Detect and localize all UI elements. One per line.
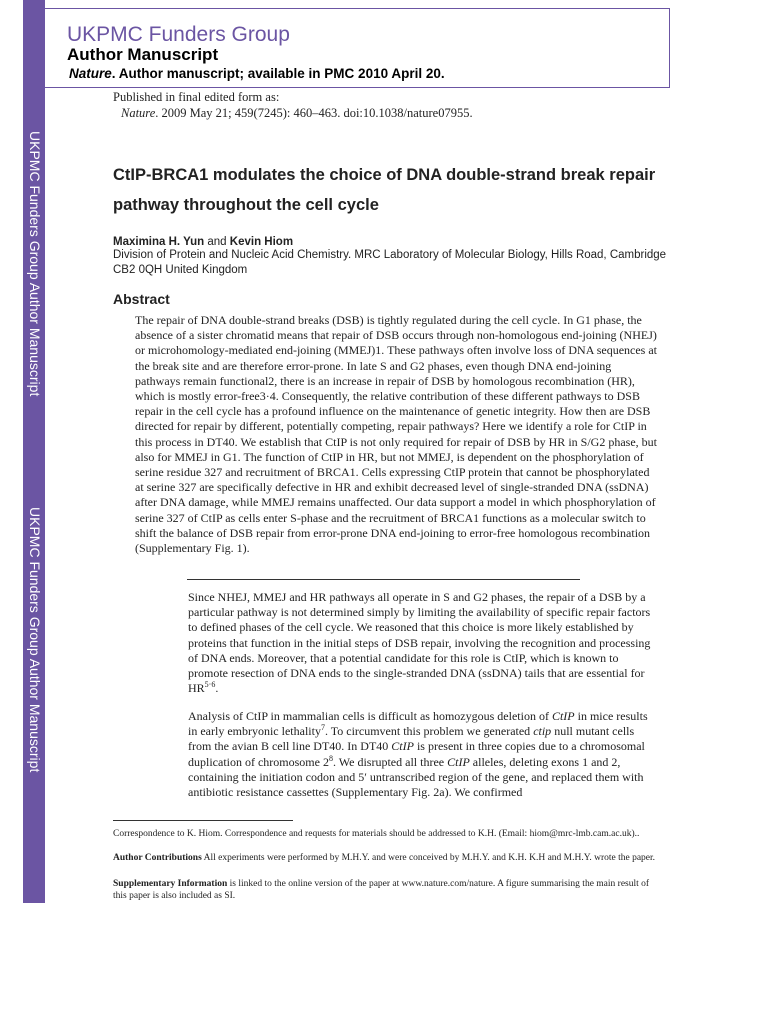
abstract-heading: Abstract — [113, 291, 170, 307]
paragraph-text: Since NHEJ, MMEJ and HR pathways all operate in S and G2 phases, the repair of a DSB by a particular pathway is not determined simply by limiting the availability of specific repair factors to defined phases of the cell cycle. We reasoned that this choice is more likely established by proteins that function in the initial steps of DSB repair, involving the recognition and processing of DNA ends. Moreover, that a potential candidate for this role is CtIP, which is known to promote resection of DNA ends to the single-stranded DNA (ssDNA) tails that are essential for HR — [188, 590, 651, 696]
journal-name: Nature — [69, 66, 112, 81]
reference-superscript: 5·6 — [204, 680, 216, 690]
citation-details: . 2009 May 21; 459(7245): 460–463. doi:10.1038/nature07955. — [155, 106, 473, 120]
citation-line — [113, 105, 473, 121]
gene-name: ctip — [533, 724, 552, 739]
supplementary-footnote — [113, 879, 658, 902]
paragraph-text: null mutant cells from the avian B cell line DT40. In DT40 — [188, 724, 635, 754]
paragraph-text: is present in three copies due to a chromosomal duplication of chromosome 2 — [188, 739, 645, 769]
author-conjunction: and — [207, 236, 227, 248]
published-label: Published in final edited form as: — [113, 90, 280, 104]
citation-journal: Nature — [121, 106, 156, 120]
reference-superscript: 7 — [320, 723, 325, 733]
body-paragraph — [188, 590, 658, 696]
availability-text: . Author manuscript; available in PMC 2010 April 20. — [111, 66, 445, 81]
abstract-divider — [187, 579, 580, 580]
gene-name: CtIP — [391, 739, 414, 754]
gene-name: CtIP — [447, 754, 470, 769]
funders-group-heading: UKPMC Funders Group — [67, 23, 290, 46]
author-name: Kevin Hiom — [229, 236, 294, 248]
footnote-text: is linked to the online version of the paper at www.nature.com/nature. A figure summarising the main result of this paper is also included as SI. — [113, 879, 650, 901]
paragraph-text: in mice results in early embryonic lethality — [188, 709, 648, 739]
contributions-footnote — [113, 853, 658, 865]
paragraph-text: . We disrupted all three — [332, 754, 448, 769]
author-line — [113, 236, 293, 248]
article-title: CtIP-BRCA1 modulates the choice of DNA double-strand break repair pathway throughout the cell cycle — [113, 166, 656, 214]
paragraph-text: . — [215, 681, 219, 696]
reference-superscript: 8 — [328, 753, 333, 763]
paragraph-text: alleles, deleting exons 1 and 2, containing the initiation codon and 5′ untranscribed region of the gene, and replaced them with antibiotic resistance cassettes (Supplementary Fig. 2a). We confirmed — [188, 754, 644, 800]
footnote-label: Author Contributions — [113, 853, 202, 863]
paragraph-text: . To circumvent this problem we generated — [324, 724, 534, 739]
sidebar-label-top: UKPMC Funders Group Author Manuscript — [27, 131, 43, 397]
sidebar-label-bottom: UKPMC Funders Group Author Manuscript — [27, 507, 43, 773]
author-name: Maximina H. Yun — [113, 236, 205, 248]
header-box — [45, 8, 670, 88]
correspondence-footnote: Correspondence to K. Hiom. Correspondence and requests for materials should be addressed to K.H. (Email: hiom@mrc-lmb.cam.ac.uk).. — [113, 829, 640, 839]
gene-name: CtIP — [551, 709, 575, 723]
footnote-label: Supplementary Information — [113, 879, 228, 889]
body-paragraph — [188, 709, 658, 800]
availability-line — [69, 66, 445, 81]
footnote-text: All experiments were performed by M.H.Y. and were conceived by M.H.Y. and K.H. K.H and M.H.Y. wrote the paper. — [201, 853, 656, 863]
affiliation: Division of Protein and Nucleic Acid Chemistry. MRC Laboratory of Molecular Biology, Hills Road, Cambridge CB2 0QH United Kingdom — [113, 249, 667, 276]
published-note — [113, 89, 473, 121]
abstract-text: The repair of DNA double-strand breaks (DSB) is tightly regulated during the cell cycle. In G1 phase, the absence of a sister chromatid means that repair of DSB occurs through non-homologous end-joining (NHEJ) or microhomology-mediated end-joining (MMEJ)1. These pathways often involve loss of DNA sequences at the break site and are therefore error-prone. In late S and G2 phases, even though DNA end-joining pathways remain functional2, there is an increase in repair of DSB by homologous recombination (HR), which is mostly error-free3·4. Consequently, the relative contribution of these different pathways to DSB repair in the cell cycle has a profound influence on the maintenance of genetic integrity. How then are DSB directed for repair by different, potentially competing, repair pathways? Here we identify a role for CtIP in this process in DT40. We establish that CtIP is not only required for repair of DSB by HR in S/G2 phase, but also for MMEJ in G1. The function of CtIP in HR, but not MMEJ, is dependent on the phosphorylation of serine residue 327 and recruitment of BRCA1. Cells expressing CtIP protein that cannot be phosphorylated at serine 327 are specifically defective in HR and exhibit decreased level of single-stranded DNA (ssDNA) after DNA damage, while MMEJ remains unaffected. Our data support a model in which phosphorylation of serine 327 of CtIP as cells enter S-phase and the recruitment of BRCA1 functions as a molecular switch to shift the balance of DSB repair from error-prone DNA end-joining to error-free homologous recombination (Supplementary Fig. 1). — [135, 313, 658, 556]
footnote-divider — [113, 820, 293, 821]
paragraph-text: Analysis of CtIP in mammalian cells is difficult as homozygous deletion of — [188, 709, 552, 723]
author-manuscript-heading: Author Manuscript — [67, 45, 219, 64]
